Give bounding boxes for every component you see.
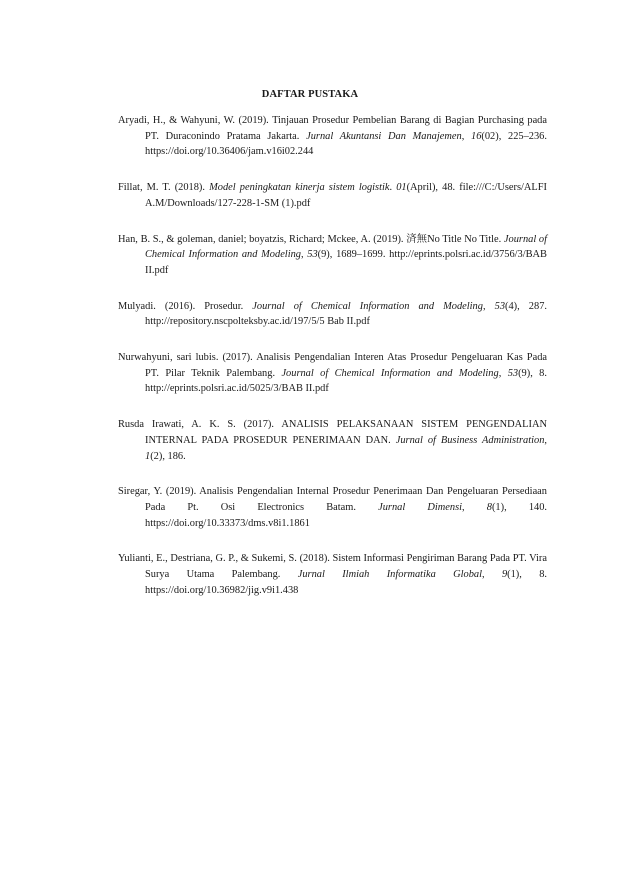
reference-details: (9), 8. http://eprints.polsri.ac.id/5025/3/BAB II.pdf	[145, 367, 547, 395]
reference-journal: Journal of Chemical Information and Modeling	[145, 233, 547, 261]
reference-entry	[118, 299, 547, 330]
reference-volume: 53	[507, 367, 519, 379]
reference-volume: 53	[494, 300, 506, 312]
reference-text: Rusda Irawati, A. K. S. (2017). ANALISIS PELAKSANAAN SISTEM PENGENDALIAN INTERNAL PADA PROSEDUR PENERIMAAN DAN.	[118, 419, 547, 446]
reference-volume: 53	[307, 249, 318, 261]
reference-journal: Jurnal Akuntansi Dan Manajemen	[306, 130, 462, 142]
reference-details: (1), 140. https://doi.org/10.33373/dms.v8i1.1861	[145, 501, 548, 529]
reference-text: Fillat, M. T. (2018).	[118, 182, 210, 194]
reference-entry	[118, 551, 547, 598]
reference-volume: 16	[471, 130, 482, 142]
reference-text: Aryadi, H., & Wahyuni, W. (2019). Tinjauan Prosedur Pembelian Barang di Bagian Purchasing pada PT. Duraconindo Pratama Jakarta.	[118, 115, 547, 142]
reference-volume: 01	[396, 182, 407, 194]
reference-entry	[118, 417, 547, 464]
reference-entry	[118, 113, 547, 160]
reference-journal: Journal of Chemical Information and Modeling	[281, 367, 499, 379]
reference-journal: Jurnal Dimensi	[378, 501, 463, 513]
reference-separator: ,	[481, 569, 502, 581]
reference-journal: Jurnal Ilmiah Informatika Global	[297, 569, 482, 581]
reference-details: (1), 8. https://doi.org/10.36982/jig.v9i1.438	[145, 569, 547, 596]
reference-text: Siregar, Y. (2019). Analisis Pengendalian Internal Prosedur Penerimaan Dan Pengeluaran Persediaan Pada Pt. Osi Electronics Batam.	[118, 486, 547, 513]
reference-entry	[118, 232, 547, 279]
reference-entry	[118, 180, 547, 211]
reference-details: (4), 287. http://repository.nscpolteksby.ac.id/197/5/5 Bab II.pdf	[145, 300, 547, 328]
reference-volume: 8	[486, 501, 492, 513]
reference-text: Han, B. S., & goleman, daniel; boyatzis, Richard; Mckee, A. (2019). 済無No Title No Title.	[118, 233, 504, 245]
reference-separator: ,	[482, 300, 495, 312]
reference-entry	[118, 484, 547, 531]
reference-details: (April), 48. file:///C:/Users/ALFI A.M/Downloads/127-228-1-SM (1).pdf	[145, 182, 547, 209]
reference-volume: 1	[145, 450, 151, 462]
reference-journal: Journal of Chemical Information and Modeling	[252, 300, 483, 312]
reference-details: (9), 1689–1699. http://eprints.polsri.ac.id/3756/3/BAB II.pdf	[145, 249, 547, 276]
reference-separator: .	[389, 182, 397, 194]
page-title: DAFTAR PUSTAKA	[261, 89, 359, 100]
reference-separator: ,	[300, 249, 308, 261]
reference-separator: ,	[462, 501, 487, 513]
reference-details: (2), 186.	[150, 450, 186, 462]
reference-separator: ,	[544, 434, 547, 446]
reference-journal: Model peningkatan kinerja sistem logistik	[209, 182, 390, 194]
reference-text: Mulyadi. (2016). Prosedur.	[118, 300, 253, 312]
reference-text: Nurwahyuni, sari lubis. (2017). Analisis Pengendalian Interen Atas Prosedur Pengeluaran Kas Pada PT. Pilar Teknik Palembang.	[118, 352, 547, 379]
reference-entry	[118, 350, 547, 397]
reference-details: (02), 225–236. https://doi.org/10.36406/jam.v16i02.244	[145, 130, 547, 158]
reference-separator: ,	[498, 367, 508, 379]
reference-journal: Jurnal of Business Administration	[395, 434, 545, 446]
reference-text: Yulianti, E., Destriana, G. P., & Sukemi, S. (2018). Sistem Informasi Pengiriman Barang Pada PT. Vira Surya Utama Palembang.	[118, 553, 547, 581]
reference-list	[118, 113, 547, 618]
reference-separator: ,	[461, 130, 471, 142]
reference-volume: 9	[501, 569, 508, 581]
